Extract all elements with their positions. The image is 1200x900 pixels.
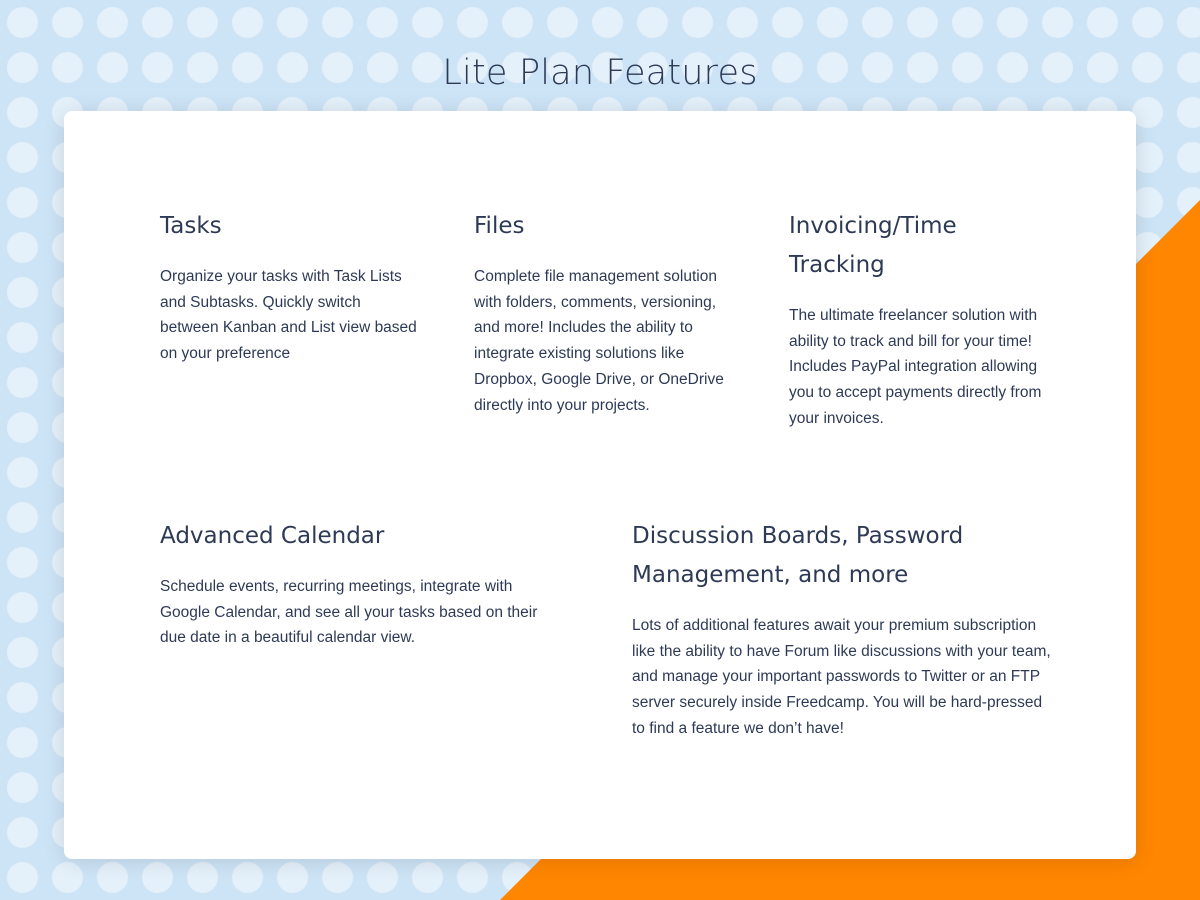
feature-files [474, 207, 729, 418]
feature-description: Complete file management solution with folders, comments, versioning, and more! Includes the ability to integrate existing solutions like Dropbox, Google Drive, or OneDrive directly into your projects. [474, 268, 724, 414]
feature-description: Organize your tasks with Task Lists and Subtasks. Quickly switch between Kanban and List view based on your preference [160, 268, 417, 363]
feature-advanced-calendar [160, 517, 560, 651]
feature-discussion-boards [632, 517, 1052, 742]
feature-description: The ultimate freelancer solution with ability to track and bill for your time! Includes PayPal integration allowing you to accept payments directly from your invoices. [789, 307, 1042, 427]
feature-title: Invoicing/Time Tracking [789, 213, 957, 278]
page-title: Lite Plan Features [442, 53, 758, 94]
feature-title: Files [474, 213, 525, 239]
feature-title: Advanced Calendar [160, 523, 385, 549]
feature-description: Lots of additional features await your premium subscription like the ability to have Forum like discussions with your team, and manage your important passwords to Twitter or an FTP server securely inside Freedcamp. You will be hard-pressed to find a feature we don’t have! [632, 617, 1051, 737]
feature-title: Tasks [160, 213, 222, 239]
feature-invoicing-time-tracking [789, 207, 1049, 432]
feature-title: Discussion Boards, Password Management, and more [632, 523, 964, 588]
feature-tasks [160, 207, 420, 367]
feature-description: Schedule events, recurring meetings, integrate with Google Calendar, and see all your tasks based on their due date in a beautiful calendar view. [160, 578, 538, 647]
features-card [64, 111, 1136, 859]
